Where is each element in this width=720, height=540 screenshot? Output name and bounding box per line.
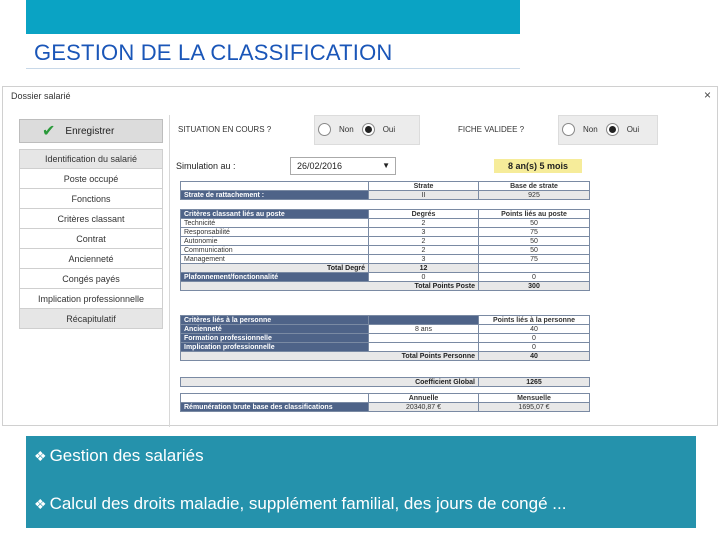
bullet-item: ❖ Gestion des salariés: [34, 446, 204, 465]
simulation-label: Simulation au :: [176, 161, 236, 171]
remuneration-table: Annuelle Mensuelle Rémunération brute base des classifications 20340,87 € 1695,07 €: [180, 393, 590, 412]
situation-radio-group: Non Oui: [318, 123, 395, 136]
table-row: Responsabilité 3 75: [181, 228, 590, 237]
main-panel: [169, 115, 709, 427]
sidebar-item-identification[interactable]: Identification du salarié: [19, 149, 163, 169]
seniority-duration: 8 an(s) 5 mois: [494, 159, 582, 173]
sidebar-item-conges[interactable]: Congés payés: [19, 269, 163, 289]
fiche-yes-radio[interactable]: [606, 123, 619, 136]
situation-no-radio[interactable]: [318, 123, 331, 136]
close-icon[interactable]: ×: [703, 88, 711, 102]
save-button-label: Enregistrer: [65, 125, 115, 137]
personne-table: Critères liés à la personne Points liés à la personne Ancienneté 8 ans 40 Formation professionnelle 0 Implication professionnelle 0 Total Points Personne 40: [180, 315, 590, 361]
table-row: Technicité 2 50: [181, 219, 590, 228]
sidebar-item-poste[interactable]: Poste occupé: [19, 169, 163, 189]
table-row: Formation professionnelle 0: [181, 334, 590, 343]
fiche-no-radio[interactable]: [562, 123, 575, 136]
coefficient-table: Coefficient Global 1265: [180, 377, 590, 387]
sidebar-item-criteres[interactable]: Critères classant: [19, 209, 163, 229]
sidebar-item-recapitulatif[interactable]: Récapitulatif: [19, 309, 163, 329]
window-title: Dossier salarié: [11, 91, 71, 101]
table-row: Management 3 75: [181, 255, 590, 264]
table-row: Autonomie 2 50: [181, 237, 590, 246]
table-row: Communication 2 50: [181, 246, 590, 255]
sidebar-item-contrat[interactable]: Contrat: [19, 229, 163, 249]
sidebar: [19, 149, 163, 329]
strate-table: Strate Base de strate Strate de rattachement : II 925: [180, 181, 590, 200]
situation-yes-radio[interactable]: [362, 123, 375, 136]
slide-title: GESTION DE LA CLASSIFICATION: [34, 40, 393, 65]
chevron-down-icon: ▼: [382, 161, 390, 170]
diamond-bullet-icon: ❖: [34, 447, 47, 464]
top-accent-bar: [26, 0, 520, 34]
diamond-bullet-icon: ❖: [34, 495, 47, 512]
sidebar-item-anciennete[interactable]: Ancienneté: [19, 249, 163, 269]
simulation-date-select[interactable]: 26/02/2016 ▼: [290, 157, 396, 175]
table-row: Ancienneté 8 ans 40: [181, 325, 590, 334]
dossier-salarie-window: [2, 86, 718, 426]
bullet-item: ❖ Calcul des droits maladie, supplément familial, des jours de congé ...: [34, 494, 567, 513]
checkmark-icon: ✔: [42, 123, 56, 140]
sidebar-item-fonctions[interactable]: Fonctions: [19, 189, 163, 209]
sidebar-item-implication[interactable]: Implication professionnelle: [19, 289, 163, 309]
fiche-label: FICHE VALIDEE ?: [458, 125, 525, 134]
criteres-table: Critères classant liés au poste Degrés Points liés au poste Technicité 2 50 Responsabilité 3 75 Autonomie 2 50 Communication 2 50 Management 3 75 Total Degré 12 Plafonnement/fonctionnalité 0 0 Total Points Poste 300: [180, 209, 590, 291]
table-row: Implication professionnelle 0: [181, 343, 590, 352]
save-button[interactable]: [19, 119, 163, 143]
fiche-radio-group: Non Oui: [562, 123, 639, 136]
bullet-box: [26, 436, 696, 528]
situation-label: SITUATION EN COURS ?: [178, 125, 272, 134]
title-underline: [26, 68, 520, 69]
